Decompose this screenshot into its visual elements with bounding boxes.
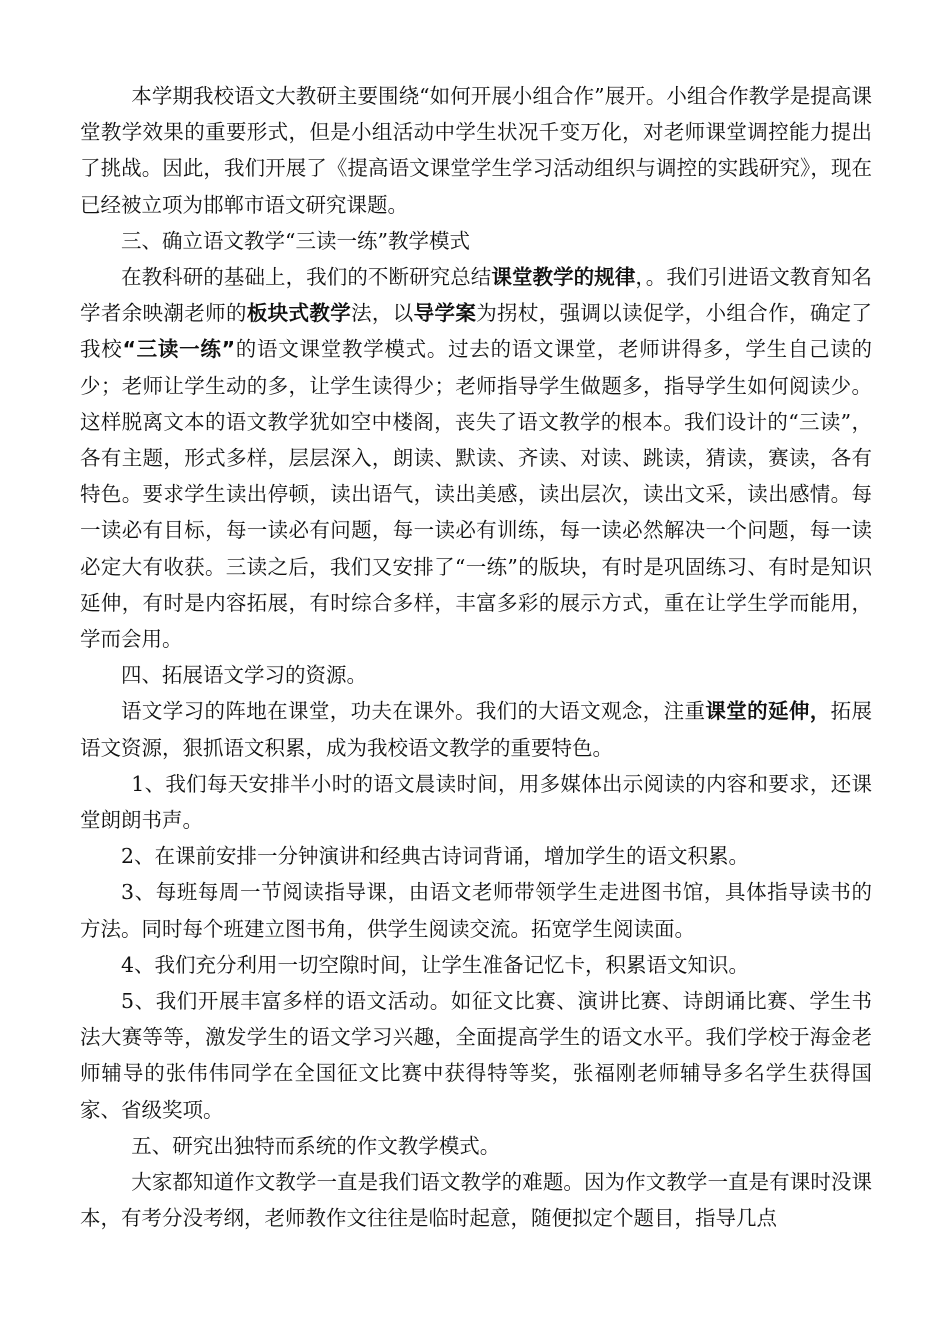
bold-text-segment: 板块式教学: [246, 301, 352, 326]
text-segment: 大家都知道作文教学一直是我们语文教学的难题。因为作文教学一直是有课时没课本，有考分没考纲，老师教作文往往是临时起意，随便拟定个题目，指导几点: [80, 1170, 872, 1231]
section-heading-four: [80, 657, 872, 693]
text-segment: 拓展语文资源，狠抓语文积累，成为我校语文教学的重要特色。: [80, 699, 873, 760]
section-heading-three: [80, 223, 872, 259]
text-segment: ，。我们引进语文教育知名学者余映潮老师的: [80, 265, 873, 326]
text-segment: 为拐杖，强调以读促学，小组合作，确定了我校: [80, 301, 873, 362]
text-segment: 三、确立语文教学“三读一练”教学模式: [121, 228, 470, 253]
paragraph-teaching-model: [80, 259, 872, 657]
paragraph-intro: [80, 78, 872, 223]
bold-text-segment: 课堂教学的规律: [491, 265, 636, 290]
text-segment: 5、我们开展丰富多样的语文活动。如征文比赛、演讲比赛、诗朗诵比赛、学生书法大赛等等，激发学生的语文学习兴趣，全面提高学生的语文水平。我们学校于海金老师辅导的张伟伟同学在全国征文比赛中获得特等奖，张福刚老师辅导多名学生获得国家、省级奖项。: [80, 989, 872, 1122]
list-item-3: [80, 874, 872, 946]
text-segment: 四、拓展语文学习的资源。: [121, 663, 367, 688]
text-segment: 2、在课前安排一分钟演讲和经典古诗词背诵，增加学生的语文积累。: [121, 844, 750, 869]
bold-text-segment: 导学案: [413, 301, 477, 326]
list-item-5: [80, 983, 872, 1128]
list-item-1: [80, 766, 872, 838]
bold-text-segment: “三读一练”: [122, 337, 236, 362]
text-segment: 本学期我校语文大教研主要围绕“如何开展小组合作”展开。小组合作教学是提高课堂教学效果的重要形式，但是小组活动中学生状况千变万化，对老师课堂调控能力提出了挑战。因此，我们开展了《提高语文课堂学生学习活动组织与调控的实践研究》，现在已经被立项为邯郸市语文研究课题。: [80, 84, 872, 217]
list-item-4: [80, 947, 872, 983]
text-segment: 语文学习的阵地在课堂，功夫在课外。我们的大语文观念，注重: [121, 699, 706, 724]
text-segment: 法，以: [351, 301, 414, 326]
section-heading-five: [80, 1128, 872, 1164]
text-segment: 的语文课堂教学模式。过去的语文课堂，老师讲得多，学生自己读的少；老师让学生动的多，让学生读得少；老师指导学生做题多，指导学生如何阅读少。这样脱离文本的语文教学犹如空中楼阁，丧失了语文教学的根本。我们设计的“三读”， 各有主题，形式多样，层层深入，朗读、默读、齐读、对读、跳读，猜读，赛读，各有特色。要求学生读出停顿，读出语气，读出美感，读出层次，读出文采，读出感情。每一读必有目标，每一读必有问题，每一读必有训练，每一读必然解决一个问题，每一读必定大有收获。三读之后，我们又安排了“一练”的版块，有时是巩固练习、有时是知识延伸，有时是内容拓展，有时综合多样，丰富多彩的展示方式，重在让学生学而能用，学而会用。: [80, 337, 873, 652]
text-segment: 4、我们充分利用一切空隙时间，让学生准备记忆卡，积累语文知识。: [121, 952, 750, 977]
paragraph-resources: [80, 693, 872, 765]
paragraph-writing: [80, 1164, 872, 1236]
text-segment: 1、我们每天安排半小时的语文晨读时间，用多媒体出示阅读的内容和要求，还课堂朗朗书声。: [80, 771, 872, 833]
text-segment: 五、研究出独特而系统的作文教学模式。: [131, 1133, 501, 1158]
text-segment: 3、每班每周一节阅读指导课，由语文老师带领学生走进图书馆，具体指导读书的方法。同时每个班建立图书角，供学生阅读交流。拓宽学生阅读面。: [80, 880, 872, 941]
bold-text-segment: 课堂的延伸，: [705, 699, 831, 724]
text-segment: 在教科研的基础上，我们的不断研究总结: [121, 265, 492, 290]
list-item-2: [80, 838, 872, 874]
